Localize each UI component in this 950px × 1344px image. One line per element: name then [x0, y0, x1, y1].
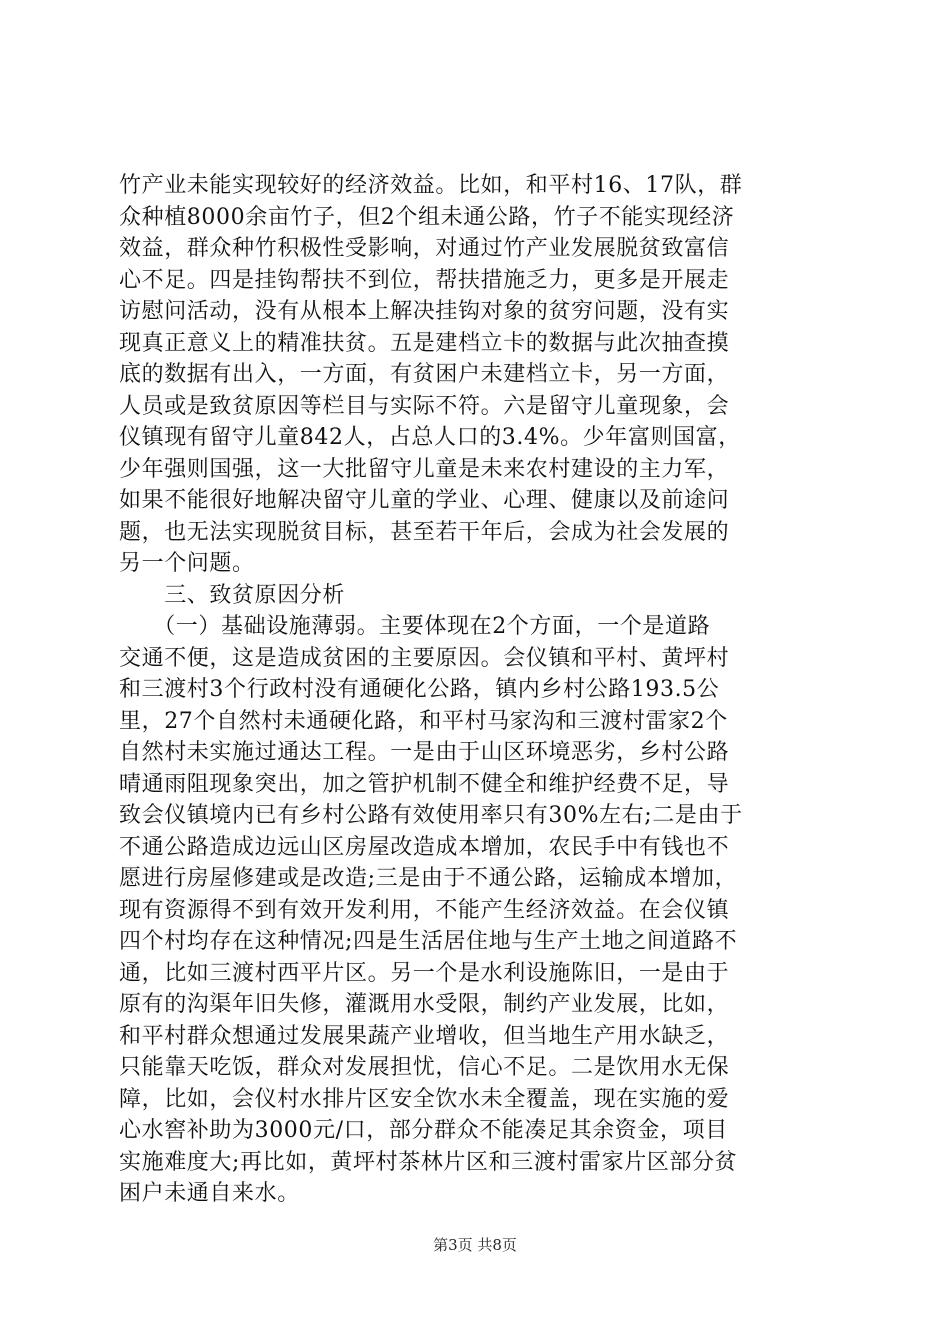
text-line: 晴通雨阻现象突出，加之管护机制不健全和维护经费不足，导: [119, 771, 730, 797]
text-line: 障，比如，会仪村水排片区安全饮水未全覆盖，现在实施的爱: [119, 1086, 730, 1112]
body-text: [119, 170, 835, 1210]
text-line: 心不足。四是挂钩帮扶不到位，帮扶措施乏力，更多是开展走: [119, 267, 730, 293]
text-line: 另一个问题。: [119, 551, 255, 576]
text-line: 和三渡村3个行政村没有通硬化公路，镇内乡村公路193.5公: [119, 677, 720, 702]
text-line: 不通公路造成边远山区房屋改造成本增加，农民手中有钱也不: [119, 834, 730, 860]
text-line: 致会仪镇境内已有乡村公路有效使用率只有30%左右;二是由于: [119, 803, 743, 828]
text-line: 心水窖补助为3000元/口，部分群众不能凑足其余资金，项目: [119, 1118, 728, 1143]
text-line: 通，比如三渡村西平片区。另一个是水利设施陈旧，一是由于: [119, 960, 730, 986]
text-line: 自然村未实施过通达工程。一是由于山区环境恶劣，乡村公路: [119, 740, 730, 765]
text-line: 少年强则国强，这一大批留守儿童是未来农村建设的主力军，: [119, 456, 730, 482]
text-line: 困户未通自来水。: [119, 1181, 300, 1206]
text-line: 现真正意义上的精准扶贫。五是建档立卡的数据与此次抽查摸: [119, 330, 730, 356]
text-line: 愿进行房屋修建或是改造;三是由于不通公路，运输成本增加，: [119, 866, 738, 891]
text-line: 底的数据有出入，一方面，有贫困户未建档立卡，另一方面，: [119, 362, 730, 387]
text-line: 现有资源得不到有效开发利用，不能产生经济效益。在会仪镇: [119, 897, 730, 923]
text-line: 竹产业未能实现较好的经济效益。比如，和平村16、17队，群: [119, 173, 743, 198]
text-line: 里，27个自然村未通硬化路，和平村马家沟和三渡村雷家2个: [119, 708, 728, 734]
text-line: 众种植8000余亩竹子，但2个组未通公路，竹子不能实现经济: [119, 204, 735, 230]
text-line: 原有的沟渠年旧失修，灌溉用水受限，制约产业发展，比如，: [119, 992, 730, 1017]
text-line: 四个村均存在这种情况;四是生活居住地与生产土地之间道路不: [119, 929, 738, 954]
text-line: 交通不便，这是造成贫困的主要原因。会仪镇和平村、黄坪村: [119, 645, 730, 671]
subsection-heading-line: （一）基础设施薄弱。主要体现在2个方面，一个是道路: [119, 614, 711, 639]
text-line: 和平村群众想通过发展果蔬产业增收，但当地生产用水缺乏，: [119, 1023, 730, 1049]
text-line: 访慰问活动，没有从根本上解决挂钩对象的贫穷问题，没有实: [119, 299, 730, 324]
text-line: 人员或是致贫原因等栏目与实际不符。六是留守儿童现象，会: [119, 393, 730, 419]
text-line: 效益，群众种竹积极性受影响，对通过竹产业发展脱贫致富信: [119, 236, 730, 261]
page-number-footer: 第3页 共8页: [433, 1236, 517, 1254]
text-line: 实施难度大;再比如，黄坪村茶林片区和三渡村雷家片区部分贫: [119, 1149, 738, 1175]
text-line: 仪镇现有留守儿童842人，占总人口的3.4%。少年富则国富，: [119, 425, 741, 450]
text-line: 只能靠天吃饭，群众对发展担忧，信心不足。二是饮用水无保: [119, 1055, 730, 1080]
section-heading: 三、致贫原因分析: [119, 582, 346, 608]
text-line: 题，也无法实现脱贫目标，甚至若干年后，会成为社会发展的: [119, 519, 730, 545]
text-line: 如果不能很好地解决留守儿童的学业、心理、健康以及前途问: [119, 488, 730, 513]
